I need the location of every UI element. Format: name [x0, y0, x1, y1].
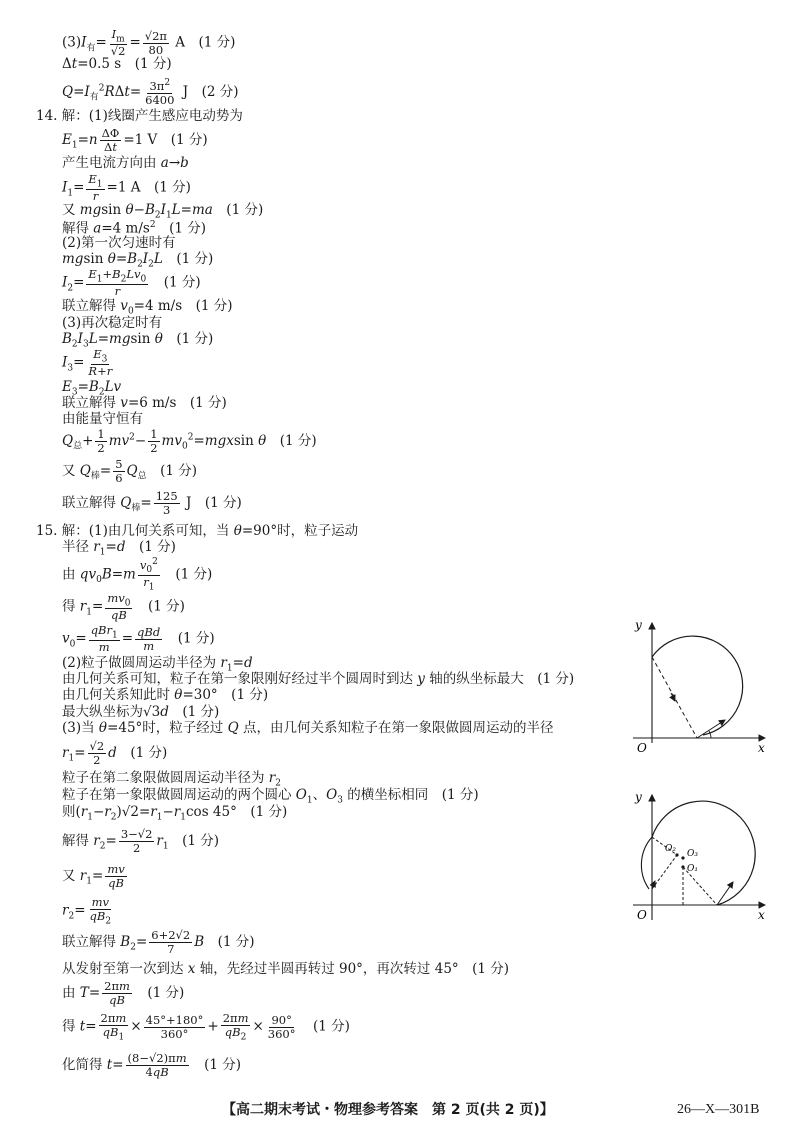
second-quadrant-arc: [641, 837, 652, 889]
answer-line: 又 $r_1=$ $\frac{mv}{qB}$: [62, 862, 125, 890]
answer-line: (2)粒子做圆周运动半径为 $r_1=d$: [62, 655, 253, 674]
answer-line: 得 $r_1=$ $\frac{mv_0}{qB}$ (1 分): [62, 591, 185, 623]
answer-line: 由 T= $\frac{2\pi m}{qB}$ (1 分): [62, 979, 185, 1007]
answer-line: 由几何关系知此时 θ=30° (1 分): [62, 687, 269, 703]
answer-line: 粒子在第一象限做圆周运动的两个圆心 $O_1$、$O_3$ 的横坐标相同 (1 分): [62, 787, 479, 806]
answer-line: 得 t= $\frac{2\pi m}{qB_1}$ × $\frac{45^\circ+180^\circ}{360^\circ}$ + $\frac{2\pi m}{qB_2}$ × $\frac{90^\circ}{360^\circ}$ (1 分): [62, 1011, 350, 1043]
answer-line: $E_3=B_2Lv$: [62, 379, 122, 398]
x-axis-label: x: [758, 908, 765, 922]
angle-arc: [709, 731, 711, 738]
answer-line: $r_2=$ $\frac{mv}{qB_2}$: [62, 895, 112, 927]
answer-line: $I_3=$ $\frac{E_3}{R+r}$: [62, 347, 113, 379]
center-point: [681, 856, 684, 859]
answer-line: $E_1=n$ $\frac{\Delta\Phi}{\Delta t}$ =1 V (1 分): [62, 126, 208, 154]
y-axis-label: y: [635, 618, 642, 632]
answer-line: 最大纵坐标为√3d (1 分): [62, 704, 220, 720]
answer-line: 解得 $r_2=$ $\frac{3-√2}{2}$ $r_1$ (1 分): [62, 827, 220, 855]
answer-line: mgsin $\theta=B_2I_2L$ (1 分): [62, 251, 214, 270]
answer-line: 解得 a=4 $m/s^2$ (1 分): [62, 220, 206, 237]
origin-label: O: [637, 741, 647, 755]
answer-line: $I_2=$ $\frac{E_1+B_2Lv_0}{r}$ (1 分): [62, 267, 201, 299]
answer-line: $Q=I_有^2R\Delta t=$ $\frac{3\pi^2}{6400}$ J (2 分): [62, 78, 239, 107]
answer-line: $Q_总+$ $\frac{1}{2}$ $mv^2-$ $\frac{1}{2}$ $mv_0^2=mgxsin$ θ (1 分): [62, 427, 317, 455]
origin-label: O: [637, 908, 647, 922]
answer-line: 又 mgsin $\theta-B_2I_1L=ma$ (1 分): [62, 202, 264, 221]
answer-line: 15. 解：(1)由几何关系可知，当 θ=90°时，粒子运动: [36, 523, 359, 539]
page-footer-title: 【高二期末考试・物理参考答案 第 2 页(共 2 页)】: [222, 1102, 554, 1118]
answer-line: 14. 解：(1)线圈产生感应电动势为: [36, 108, 243, 124]
answer-line: 又 $Q_棒=$ $\frac{5}{6}$ $Q_总$ (1 分): [62, 457, 198, 485]
answer-line: 由 $qv_0B=m$ $\frac{v_0^2}{r_1}$ (1 分): [62, 557, 213, 593]
answer-line: 联立解得 v=6 m/s (1 分): [62, 395, 227, 411]
circular-path: [652, 636, 743, 735]
trajectory-figure-1: [625, 615, 775, 760]
answer-line: 联立解得 $v_0=4$ m/s (1 分): [62, 298, 233, 317]
answer-line: (3)再次稳定时有: [62, 315, 163, 331]
answer-line: 粒子在第二象限做圆周运动半径为 $r_2$: [62, 770, 281, 789]
answer-line: (2)第一次匀速时有: [62, 235, 176, 251]
answer-line: 联立解得 $Q_棒=$ $\frac{125}{3}$ J (1 分): [62, 489, 242, 517]
answer-line: $v_0=$ $\frac{qBr_1}{m}$ = $\frac{\text{qBd}}{m}$ (1 分): [62, 623, 215, 655]
answer-line: (3)当 θ=45°时，粒子经过 Q 点，由几何关系知粒子在第一象限做圆周运动的半径: [62, 720, 554, 736]
center-label: O₁: [687, 864, 698, 874]
answer-line: 由几何关系可知，粒子在第一象限刚好经过半个圆周时到达 y 轴的纵坐标最大 (1 分): [62, 671, 575, 687]
answer-line: 从发射至第一次到达 x 轴，先经过半圆再转过 90°，再次转过 45° (1 分): [62, 961, 510, 977]
trajectory-figure-2: [625, 785, 775, 925]
center-label: O₃: [687, 849, 698, 859]
answer-line: 由能量守恒有: [62, 411, 143, 427]
y-axis-label: y: [635, 790, 642, 804]
answer-line: Δt=0.5 s (1 分): [62, 56, 172, 72]
x-axis-label: x: [758, 741, 765, 755]
dashed-diameter: [652, 657, 697, 738]
answer-line: 联立解得 $B_2=$ $\frac{6+2√2}{7}$ B (1 分): [62, 928, 255, 956]
answer-line: 化简得 t= $\frac{(8-√2)\pi m}{4qB}$ (1 分): [62, 1051, 242, 1079]
dashed-radius: [652, 855, 677, 889]
answer-line: 则$(r_1-r_2)√2=r_1-r_1\cos$ 45° (1 分): [62, 804, 288, 823]
answer-line: $r_1=$ $\frac{√2}{2}$ d (1 分): [62, 739, 168, 767]
paper-code: 26—X—301B: [677, 1102, 760, 1117]
answer-line: 产生电流方向由 a→b: [62, 155, 189, 171]
answer-line: 半径 $r_1=d$ (1 分): [62, 539, 176, 558]
center-point: [681, 865, 684, 868]
answer-line: $B_2I_3L=mgsin$ θ (1 分): [62, 331, 214, 350]
answer-line: $(3)I_有=$ $\frac{I_m}{√2}$ = $\frac{√2\pi}{80}$ A (1 分): [62, 27, 236, 59]
answer-line: $I_1=$ $\frac{E_1}{r}$ =1 A (1 分): [62, 172, 191, 204]
center-label: O₂: [665, 844, 676, 854]
